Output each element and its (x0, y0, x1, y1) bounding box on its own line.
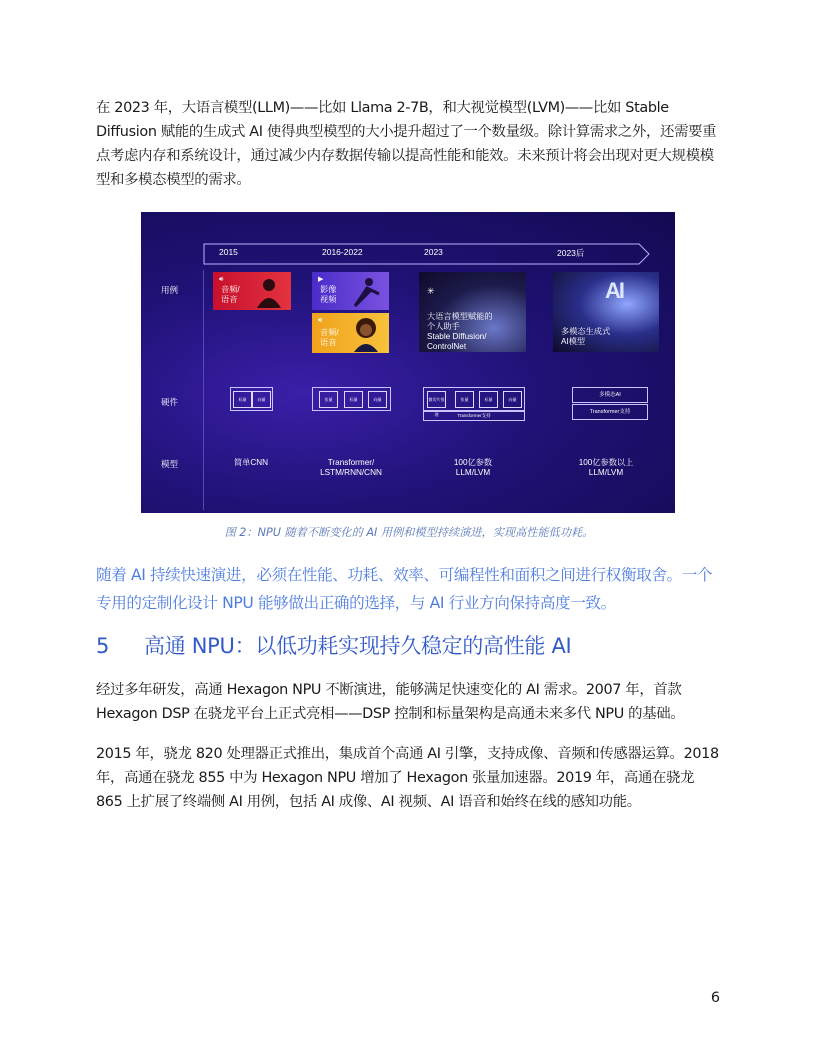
section-title: 高通 NPU：以低功耗实现持久稳定的高性能 AI (144, 634, 572, 658)
hw-chip: 张量 (455, 391, 474, 408)
paragraph-llm-lvm: 在 2023 年，大语言模型(LLM)——比如 Llama 2-7B，和大视觉模型(LVM)——比如 Stable Diffusion 赋能的生成式 AI 使得典型模型的大小提升超过了一个数量级。除计算需求之外，还需要重点考虑内存和系统设计，通过减少内存数据传输以提高性能和能效。未来预计将会出现对更大规模模型和多模态模型的需求。 (96, 100, 717, 188)
hw-2015 (230, 387, 273, 411)
usecase-audio-2016-label: 音频/ 语音 (320, 328, 339, 347)
hw-chip: 标量 (479, 391, 498, 408)
sparkle-icon: ✳︎ (427, 286, 435, 296)
figure-caption: 图 2：NPU 随着不断变化的 AI 用例和模型持续演进，实现高性能低功耗。 (224, 526, 594, 539)
model-2015: 简单CNN (233, 458, 269, 467)
hw-chip: 标量 (233, 391, 252, 408)
usecase-multimodal-label: 多模态生成式 AI模型 (561, 327, 611, 346)
usecase-audio-2016 (312, 313, 389, 353)
page-number: 6 (710, 990, 720, 1006)
hw-2023-transformer-tag: Transformer支持 (423, 411, 525, 421)
hw-after-multimodal-tag: 多模态AI (572, 387, 648, 403)
timeline-2023: 2023 (424, 247, 443, 257)
usecase-llm-2023-label: 大语言模型赋能的 个人助手 Stable Diffusion/ ControlNet (427, 312, 493, 351)
model-2023: 100亿参数 LLM/LVM (453, 458, 493, 477)
usecase-llm-2023 (419, 272, 526, 352)
hw-chip: 向量 (252, 391, 271, 408)
timeline-divider (203, 270, 204, 510)
section-heading (96, 630, 571, 660)
paragraph-snapdragon-history: 2015 年，骁龙 820 处理器正式推出，集成首个高通 AI 引擎，支持成像、音频和传感器运算。2018 年，高通在骁龙 855 中为 Hexagon NPU 增加了 Hexagon 张量加速器。2019 年，高通在骁龙 865 上扩展了终端侧 AI 用例，包括 AI 成像、AI 视频、AI 语音和始终在线的感知功能。 (96, 746, 719, 810)
highlight-paragraph: 随着 AI 持续快速演进，必须在性能、功耗、效率、可编程性和面积之间进行权衡取舍。一个专用的定制化设计 NPU 能够做出正确的选择，与 AI 行业方向保持高度一致。 (96, 566, 713, 612)
hw-chip: 向量 (368, 391, 387, 408)
usecase-video-label: 影像 视频 (320, 285, 337, 304)
row-label-models: 模型 (161, 459, 179, 469)
row-label-hardware: 硬件 (161, 397, 179, 407)
timeline-after-2023: 2023后 (557, 248, 585, 258)
row-label-use-cases: 用例 (161, 285, 179, 295)
person-silhouette-icon (253, 276, 285, 308)
ai-glyph-icon: AI (605, 278, 623, 303)
hw-after-transformer-tag: Transformer支持 (572, 404, 648, 420)
usecase-multimodal (553, 272, 659, 352)
usecase-video (312, 272, 389, 310)
timeline-2015: 2015 (219, 247, 238, 257)
hw-chip: 张量 (319, 391, 338, 408)
usecase-audio-2015-label: 音频/ 语音 (221, 285, 240, 304)
hw-chip: 微切片推理 (427, 391, 446, 408)
section-number: 5 (96, 634, 110, 658)
usecase-audio-2015 (213, 272, 291, 310)
model-after-2023: 100亿参数以上 LLM/LVM (578, 458, 634, 477)
speaker-icon: 🔊︎ (219, 276, 224, 283)
play-icon: ▶︎ (318, 276, 324, 283)
speaker-icon: 🔊︎ (318, 317, 323, 324)
paragraph-hexagon-history: 经过多年研发，高通 Hexagon NPU 不断演进，能够满足快速变化的 AI 需求。2007 年，首款 Hexagon DSP 在骁龙平台上正式亮相——DSP 控制和标量架构是高通未来多代 NPU 的基础。 (96, 682, 685, 722)
hw-2016 (312, 387, 391, 411)
npu-evolution-figure (141, 212, 675, 513)
hw-chip: 标量 (344, 391, 363, 408)
person-portrait-icon (349, 316, 383, 352)
hw-chip: 向量 (503, 391, 522, 408)
model-2016: Transformer/ LSTM/RNN/CNN (320, 458, 382, 477)
dancer-silhouette-icon (349, 276, 385, 308)
timeline-2016-2022: 2016-2022 (322, 247, 363, 257)
